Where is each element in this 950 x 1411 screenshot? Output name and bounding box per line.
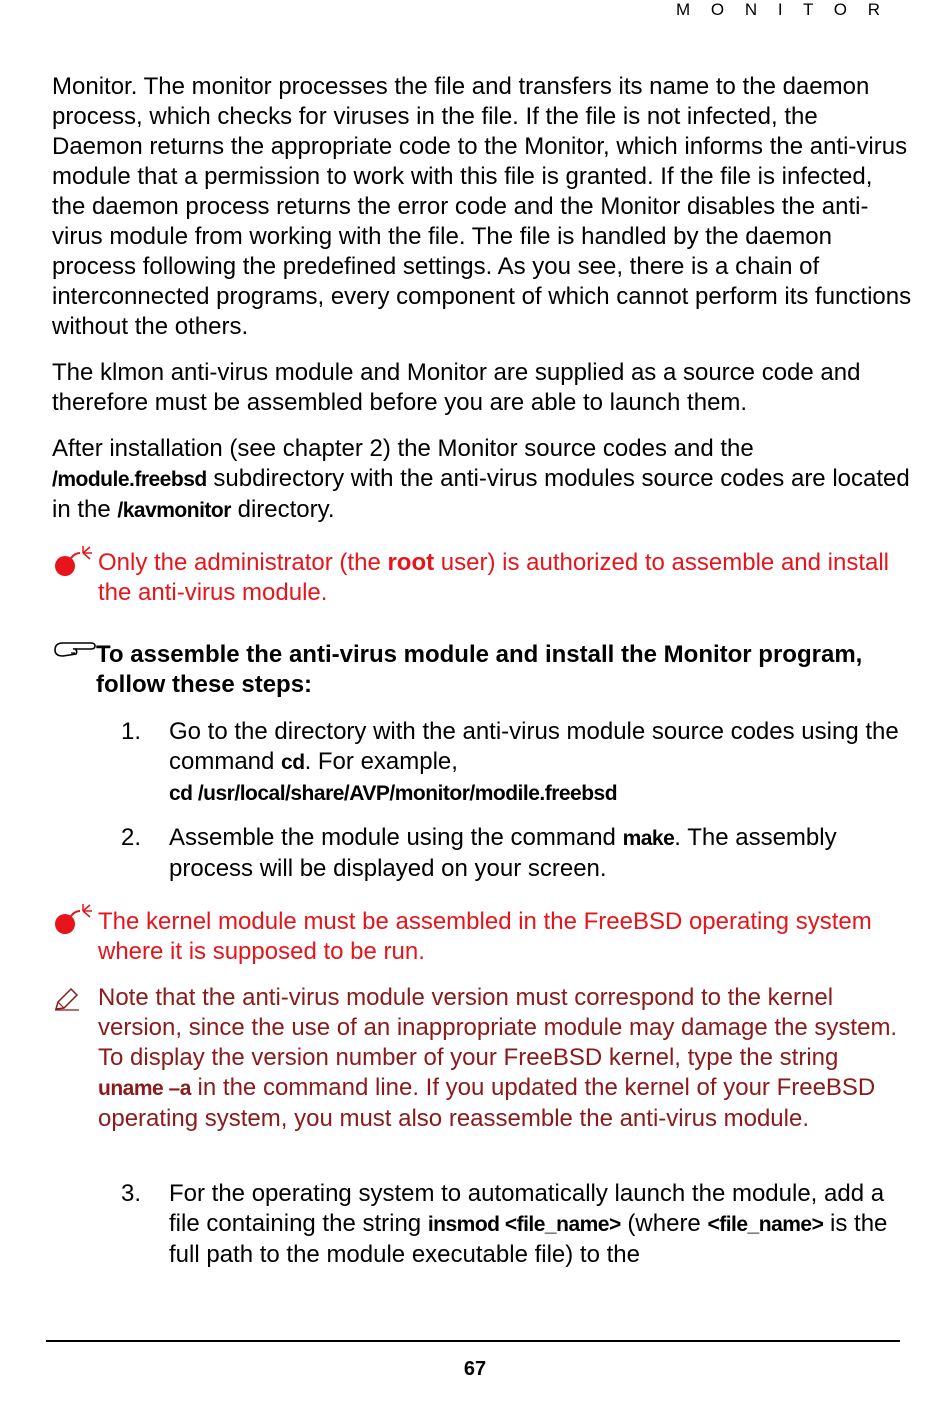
note-kernel-version: Note that the anti-virus module version must correspond to the kernel version, since the use of an inappropriate module may damage the system. To display the version number of your FreeBSD kernel, type the string uname –a in the command line. If you updated the kernel of your FreeBSD operating system, you must also reassemble the anti-virus module. <box>98 984 898 1132</box>
command-insmod: insmod <file_name> <box>427 1213 621 1236</box>
command-cd: cd <box>281 751 305 774</box>
warning-root-user: Only the administrator (the root user) is authorized to assemble and install the anti-virus module. <box>98 549 890 606</box>
paragraph-install-location: After installation (see chapter 2) the Monitor source codes and the /module.freebsd subdirectory with the anti-virus modules source codes are located in the /kavmonitor directory. <box>52 435 910 523</box>
path-module-freebsd: /module.freebsd <box>52 468 207 491</box>
bomb-icon <box>54 546 96 580</box>
step-number: 1. <box>121 718 142 745</box>
pencil-icon <box>54 987 80 1011</box>
step-insmod: For the operating system to automatically launch the module, add a file containing the string insmod <file_name> (where <file_name> is the full path to the module executable file) to the <box>169 1180 888 1268</box>
step-make: Assemble the module using the command make. The assembly process will be displayed on your screen. <box>169 824 837 882</box>
step-number: 2. <box>121 824 142 851</box>
step-number: 3. <box>121 1180 142 1207</box>
step-cd: Go to the directory with the anti-virus module source codes using the command cd. For example, cd /usr/local/share/AVP/monitor/modile.freebsd <box>169 718 899 805</box>
page-number: 67 <box>463 1358 487 1380</box>
paragraph-klmon-source: The klmon anti-virus module and Monitor are supplied as a source code and therefore must be assembled before you are able to launch them. <box>52 359 861 416</box>
command-cd-example: cd /usr/local/share/AVP/monitor/modile.freebsd <box>169 782 618 805</box>
bomb-icon <box>54 904 96 938</box>
paragraph-monitor-process: Monitor. The monitor processes the file and transfers its name to the daemon process, which checks for viruses in the file. If the file is not infected, the Daemon returns the appropriate code to the Monitor, which informs the anti-virus module that a permission to work with this file is granted. If the file is infected, the daemon process returns the error code and the Monitor disables the anti-virus module from working with the file. The file is handled by the daemon process following the predefined settings. As you see, there is a chain of interconnected programs, every component of which cannot perform its functions without the others. <box>52 73 912 340</box>
command-uname: uname –a <box>98 1077 191 1100</box>
footer-rule <box>46 1340 900 1342</box>
command-make: make <box>622 827 675 850</box>
pointing-hand-icon <box>53 634 97 662</box>
path-kavmonitor: /kavmonitor <box>117 499 231 522</box>
placeholder-file-name: <file_name> <box>707 1213 824 1236</box>
procedure-heading: To assemble the anti-virus module and install the Monitor program, follow these steps: <box>96 641 863 698</box>
warning-kernel-module: The kernel module must be assembled in the FreeBSD operating system where it is supposed to be run. <box>98 908 872 965</box>
running-header: M O N I T O R <box>676 0 888 19</box>
